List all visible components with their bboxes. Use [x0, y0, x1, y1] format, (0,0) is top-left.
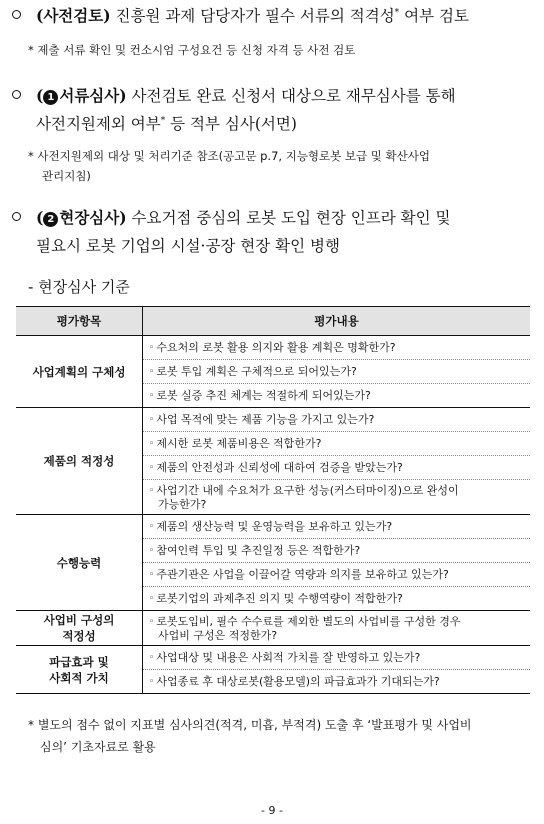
section-site-review-line1: ( 2 현장심사) 수요거점 중심의 로봇 도입 현장 인프라 확인 및 [36, 208, 451, 227]
section-document-review-line1: ( 1 서류심사) 사전검토 완료 신청서 대상으로 재무심사를 통해 [36, 86, 456, 105]
section-title: 현장심사) [59, 208, 127, 227]
table-row [16, 336, 530, 360]
header-eval-item: 평가항목 [16, 307, 143, 336]
criteria-item: ◦ 제품의 생산능력 및 운영능력을 보유하고 있는가? [143, 515, 531, 539]
criteria-item: ◦ 사업 목적에 맞는 제품 기능을 가지고 있는가? [143, 408, 531, 432]
number-1-icon: 1 [43, 90, 58, 105]
category-cell: 파급효과 및 사회적 가치 [16, 646, 143, 694]
pre-review-note: * 제출 서류 확인 및 컨소시엄 구성요건 등 신청 자격 등 사전 검토 [28, 43, 356, 57]
criteria-table [16, 306, 530, 694]
section-site-review-line2: 필요시 로봇 기업의 시설·공장 현장 확인 병행 [36, 237, 341, 255]
criteria-item: ◦ 사업기간 내에 수요처가 요구한 성능(커스터마이징)으로 완성이 가능한가? [143, 480, 531, 515]
table-row [16, 611, 530, 646]
hollow-circle-bullet-icon [12, 10, 21, 19]
site-review-criteria-heading: - 현장심사 기준 [28, 278, 130, 296]
footnote-line1: * 별도의 점수 없이 지표별 심사의견(적격, 미흡, 부적격) 도출 후 ‘발표평가 및 사업비 [28, 718, 472, 732]
criteria-item: ◦ 참여인력 투입 및 추진일정 등은 적합한가? [143, 539, 531, 563]
criteria-item: ◦ 주관기관은 사업을 이끌어갈 역량과 의지를 보유하고 있는가? [143, 563, 531, 587]
section-title: 서류심사) [59, 86, 127, 105]
section-title: (사전검토) [36, 6, 111, 25]
criteria-item: ◦ 수요처의 로봇 활용 의지와 활용 계획은 명확한가? [143, 336, 531, 360]
number-2-icon: 2 [43, 212, 58, 227]
table-row [16, 515, 530, 539]
section-document-review-line2: 사전지원제외 여부* 등 적부 심사(서면) [36, 115, 297, 133]
criteria-item: ◦ 로봇기업의 과제추진 의지 및 수행역량이 적합한가? [143, 587, 531, 611]
criteria-item: ◦ 제시한 로봇 제품비용은 적합한가? [143, 432, 531, 456]
category-cell: 수행능력 [16, 515, 143, 611]
document-review-note-line1: * 사전지원제외 대상 및 처리기준 참조(공고문 p.7, 지능형로봇 보급 및 확산사업 [28, 149, 430, 163]
criteria-item: ◦ 로봇도입비, 필수 수수료를 제외한 별도의 사업비를 구성한 경우 사업비 구성은 적정한가? [143, 611, 531, 646]
category-cell: 사업비 구성의 적정성 [16, 611, 143, 646]
document-review-note-line2: 관리지침) [42, 169, 91, 183]
table-header-row [16, 307, 530, 336]
table-row [16, 408, 530, 432]
criteria-item: ◦ 제품의 안전성과 신뢰성에 대하여 검증을 받았는가? [143, 456, 531, 480]
criteria-item: ◦ 로봇 실증 추진 체계는 적절하게 되어있는가? [143, 384, 531, 408]
category-cell: 사업계획의 구체성 [16, 336, 143, 408]
criteria-item: ◦ 사업종료 후 대상로봇(활용모델)의 파급효과가 기대되는가? [143, 670, 531, 694]
hollow-circle-bullet-icon [12, 212, 21, 221]
table-row [16, 646, 530, 670]
header-eval-content: 평가내용 [143, 307, 531, 336]
page-number: - 9 - [261, 804, 283, 817]
criteria-item: ◦ 사업대상 및 내용은 사회적 가치를 잘 반영하고 있는가? [143, 646, 531, 670]
footnote-line2: 심의’ 기초자료로 활용 [40, 740, 156, 754]
section-pre-review-line: (사전검토) 진흥원 과제 담당자가 필수 서류의 적격성* 여부 검토 [36, 6, 469, 25]
hollow-circle-bullet-icon [12, 90, 21, 99]
criteria-item: ◦ 로봇 투입 계획은 구체적으로 되어있는가? [143, 360, 531, 384]
category-cell: 제품의 적정성 [16, 408, 143, 515]
